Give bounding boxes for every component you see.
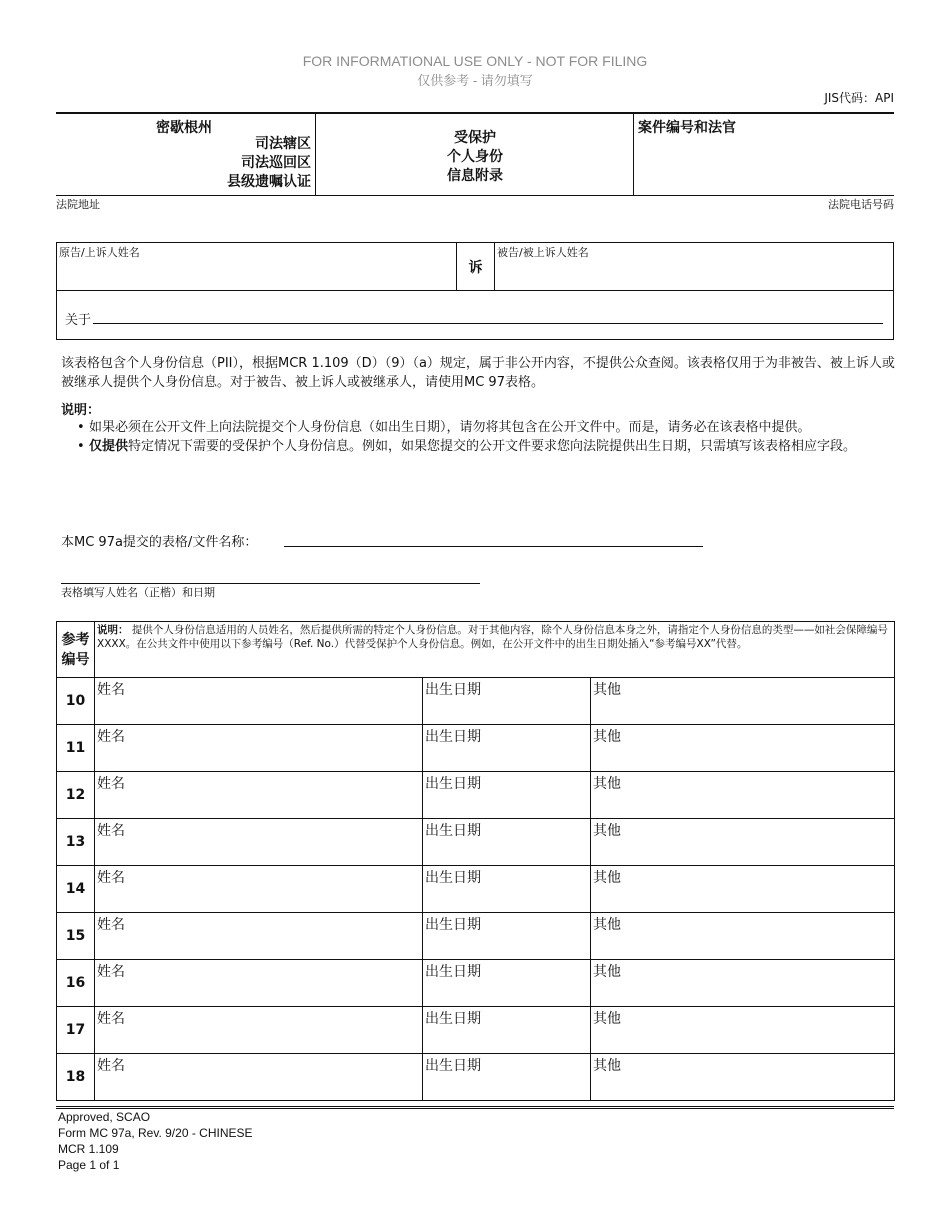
court-phone-label: 法院电话号码 [828, 198, 894, 211]
pii-table [56, 621, 895, 1101]
instructions-list [61, 418, 897, 456]
dob-field[interactable]: 出生日期 [423, 913, 591, 960]
court-line: 县级遗嘱认证 [227, 174, 311, 190]
dob-field[interactable]: 出生日期 [423, 819, 591, 866]
name-field[interactable]: 姓名 [95, 866, 423, 913]
table-row [57, 772, 895, 819]
about-field[interactable] [93, 323, 883, 324]
table-row [57, 866, 895, 913]
other-field[interactable]: 其他 [591, 960, 895, 1007]
instruction-emphasis: 仅提供 [89, 439, 129, 454]
other-field[interactable]: 其他 [591, 1007, 895, 1054]
ref-no-header: 参考 编号 [57, 622, 95, 678]
court-address-label: 法院地址 [56, 198, 100, 211]
form-name-label: 本MC 97a提交的表格/文件名称： [61, 535, 258, 550]
ref-number: 10 [57, 678, 95, 725]
instructions-heading: 说明： [61, 403, 101, 418]
case-number-field[interactable] [634, 114, 894, 196]
footer-line: Page 1 of 1 [58, 1158, 120, 1172]
plaintiff-label: 原告/上诉人姓名 [59, 246, 140, 259]
table-instructions: 说明： 提供个人身份信息适用的人员姓名，然后提供所需的特定个人身份信息。对于其他内容，除个人身份信息本身之外，请指定个人身份信息的类型——如社会保障编号XXXX。在公共文件中使用以下参考编号（Ref. No.）代替受保护个人身份信息。例如，在公开文件中的出生日期处插入“参考编号XX”代替。 [95, 622, 895, 678]
dob-field[interactable]: 出生日期 [423, 1054, 591, 1101]
ref-number: 18 [57, 1054, 95, 1101]
jis-code: JIS代码：API [824, 91, 894, 105]
dob-field[interactable]: 出生日期 [423, 1007, 591, 1054]
court-line: 司法辖区 [255, 136, 311, 152]
state-name: 密歇根州 [156, 120, 212, 136]
defendant-label: 被告/被上诉人姓名 [497, 246, 589, 259]
banner-chinese: 仅供参考 - 请勿填写 [417, 73, 533, 88]
banner-english: FOR INFORMATIONAL USE ONLY - NOT FOR FILING [302, 53, 648, 69]
table-row [57, 960, 895, 1007]
footer-line: Approved, SCAO [58, 1110, 151, 1124]
name-field[interactable]: 姓名 [95, 678, 423, 725]
ref-number: 15 [57, 913, 95, 960]
table-row [57, 1054, 895, 1101]
other-field[interactable]: 其他 [591, 772, 895, 819]
dob-field[interactable]: 出生日期 [423, 678, 591, 725]
defendant-field[interactable] [495, 243, 893, 290]
name-field[interactable]: 姓名 [95, 960, 423, 1007]
other-field[interactable]: 其他 [591, 678, 895, 725]
other-field[interactable]: 其他 [591, 1054, 895, 1101]
title-line: 信息附录 [447, 168, 503, 184]
versus-label: 诉 [457, 243, 495, 290]
footer [58, 1109, 253, 1173]
dob-field[interactable]: 出生日期 [423, 866, 591, 913]
footer-line: MCR 1.109 [58, 1142, 119, 1156]
about-row [57, 290, 893, 340]
dob-field[interactable]: 出生日期 [423, 725, 591, 772]
other-field[interactable]: 其他 [591, 913, 895, 960]
ref-number: 11 [57, 725, 95, 772]
court-line: 司法巡回区 [241, 155, 311, 171]
dob-field[interactable]: 出生日期 [423, 772, 591, 819]
ref-number: 12 [57, 772, 95, 819]
name-field[interactable]: 姓名 [95, 913, 423, 960]
name-field[interactable]: 姓名 [95, 772, 423, 819]
table-row [57, 913, 895, 960]
table-row [57, 678, 895, 725]
table-row [57, 1007, 895, 1054]
other-field[interactable]: 其他 [591, 866, 895, 913]
instruction-item: • 如果必须在公开文件上向法院提交个人身份信息（如出生日期），请勿将其包含在公开文件中。而是，请务必在该表格中提供。 [77, 420, 811, 435]
court-type-list [227, 135, 311, 192]
name-field[interactable]: 姓名 [95, 725, 423, 772]
name-field[interactable]: 姓名 [95, 1054, 423, 1101]
pii-notice: 该表格包含个人身份信息（PII），根据MCR 1.109（D）（9）（a）规定，属于非公开内容，不提供公众查阅。该表格仅用于为非被告、被上诉人或被继承人提供个人身份信息。对于被告、被上诉人或被继承人，请使用MC 97表格。 [61, 356, 895, 390]
parties-box [56, 242, 894, 340]
other-field[interactable]: 其他 [591, 819, 895, 866]
title-line: 个人身份 [447, 149, 503, 165]
form-name-field[interactable] [284, 546, 703, 547]
header-box [56, 112, 894, 196]
plaintiff-field[interactable] [57, 243, 457, 290]
ref-number: 16 [57, 960, 95, 1007]
case-number-label: 案件编号和法官 [638, 120, 736, 136]
ref-number: 14 [57, 866, 95, 913]
table-row [57, 819, 895, 866]
signer-label: 表格填写人姓名（正楷）和日期 [61, 586, 215, 599]
dob-field[interactable]: 出生日期 [423, 960, 591, 1007]
table-header-row [57, 622, 895, 678]
instruction-item: • 仅提供特定情况下需要的受保护个人身份信息。例如，如果您提交的公开文件要求您向法院提供出生日期，只需填写该表格相应字段。 [77, 439, 857, 454]
ref-number: 17 [57, 1007, 95, 1054]
table-row [57, 725, 895, 772]
title-line: 受保护 [454, 130, 496, 146]
footer-line: Form MC 97a, Rev. 9/20 - CHINESE [58, 1126, 253, 1140]
about-label: 关于 [65, 313, 92, 328]
other-field[interactable]: 其他 [591, 725, 895, 772]
name-field[interactable]: 姓名 [95, 819, 423, 866]
name-field[interactable]: 姓名 [95, 1007, 423, 1054]
ref-number: 13 [57, 819, 95, 866]
court-cell [56, 114, 316, 196]
form-title [316, 129, 634, 186]
form-title-cell [316, 114, 634, 196]
